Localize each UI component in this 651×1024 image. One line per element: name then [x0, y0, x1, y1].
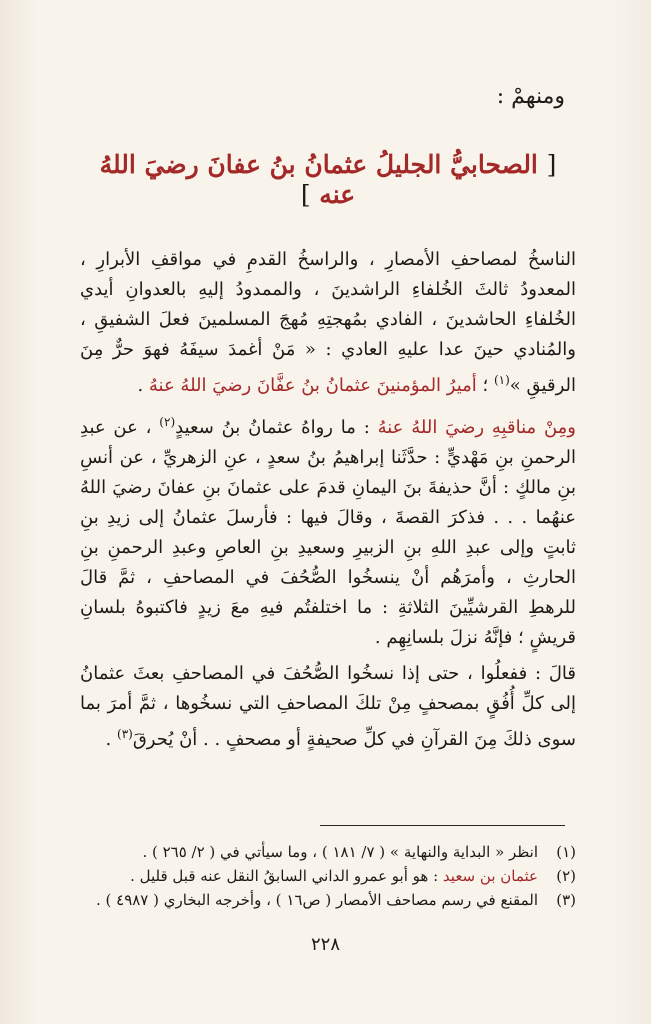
footnote-2-number: (٢) — [556, 867, 576, 885]
intro-heading: ومنهمْ : — [496, 84, 565, 109]
paragraph-3-end: . — [105, 729, 117, 750]
title-bracket-close: ] — [300, 180, 311, 209]
footnote-3-number: (٣) — [556, 891, 576, 909]
paragraph-3-text: قالَ : ففعلُوا ، حتى إذا نسخُوا الصُّحُفَ في المصاحفِ بعثَ عثمانُ إلى كلِّ أُفُقٍ بمصحفٍ مِنْ تلكَ المصاحفِ التي نسخُوها ، ثمَّ أمرَ بما سوى ذلكَ مِنَ القرآنِ في كلِّ صحيفةٍ أو مصحفٍ . . أنْ يُحرقَ — [80, 663, 576, 750]
footnote-1 — [80, 840, 576, 864]
paragraph-2-text-continued: ، عن عبدِ الرحمنِ بنِ مَهْديٍّ : حدَّثَنا إبراهيمُ بنُ سعدٍ ، عنِ الزهريِّ ، عن أنسِ بنِ مالكٍ : أنَّ حذيفةَ بنَ اليمانِ قدمَ على عثمانَ بنِ عفانَ رضيَ اللهُ عنهُما . . . فذكرَ القصةَ ، وقالَ فيها : فأرسلَ عثمانُ إلى زيدِ بنِ ثابتٍ وإلى عبدِ اللهِ بنِ الزبيرِ وسعيدِ بنِ العاصِ وعبدِ الرحمنِ بنِ الحارثِ ، وأمرَهُم أنْ ينسخُوا الصُّحُفَ في المصاحفِ ، ثمَّ قالَ للرهطِ القرشيِّينَ الثلاثةِ : ما اختلفتُم فيهِ معَ زيدٍ فاكتبوهُ بلسانِ قريشٍ ؛ فإنَّهُ نزلَ بلسانِهِم . — [80, 417, 576, 648]
footnote-1-text: انظر « البداية والنهاية » ( ٧/ ١٨١ ) ، وما سيأتي في ( ٢/ ٢٦٥ ) . — [142, 843, 538, 861]
footnote-ref-1: (١) — [493, 373, 510, 387]
footnote-1-number: (١) — [556, 843, 576, 861]
title-bracket-open: [ — [546, 150, 557, 179]
paragraph-2-text: : ما رواهُ عثمانُ بنُ سعيدٍ — [175, 417, 378, 438]
footnotes — [80, 840, 576, 912]
main-text — [80, 245, 576, 761]
paragraph-2-red-lead: ومِنْ مناقبِهِ رضيَ اللهُ عنهُ — [377, 417, 576, 438]
page-number: ٢٢٨ — [310, 934, 340, 955]
title-text: الصحابيُّ الجليلُ عثمانُ بنُ عفانَ رضيَ اللهُ عنه — [99, 150, 538, 209]
footnote-2 — [80, 864, 576, 888]
section-title — [80, 150, 576, 210]
paragraph-2 — [80, 407, 576, 653]
footnote-3-text: المقنع في رسم مصاحف الأمصار ( ص١٦ ) ، وأخرجه البخاري ( ٤٩٨٧ ) . — [95, 891, 538, 909]
footnote-2-text: : هو أبو عمرو الداني السابقُ النقل عنه قبل قليل . — [130, 867, 443, 885]
paragraph-1-separator: ؛ — [476, 375, 494, 396]
paragraph-1 — [80, 245, 576, 401]
footnote-3 — [80, 888, 576, 912]
footnote-ref-2: (٢) — [159, 415, 176, 429]
paragraph-3 — [80, 659, 576, 755]
paragraph-1-text: الناسخُ لمصاحفِ الأمصارِ ، والراسخُ القدمِ في مواقفِ الأبرارِ ، المعدودُ ثالثَ الخُلفاءِ الراشدينَ ، والممدودُ إليهِ بالعدوانِ أيدي الخُلفاءِ الحاشدينَ ، الفادي بمُهجتِهِ مُهجَ المسلمينَ فعلَ الشفيقِ ، والمُنادي حينَ عدا عليهِ العادي : « مَنْ أغمدَ سيفَهُ فهوَ حرٌّ مِنَ الرقيقِ » — [80, 249, 576, 396]
footnote-ref-3: (٣) — [117, 727, 133, 741]
paragraph-1-red-name: أميرُ المؤمنينَ عثمانُ بنُ عفَّانَ رضيَ اللهُ عنهُ — [148, 375, 477, 396]
footnote-2-red-name: عثمان بن سعيد — [442, 867, 538, 885]
paragraph-1-end: . — [137, 375, 149, 396]
footnote-divider — [320, 825, 565, 826]
